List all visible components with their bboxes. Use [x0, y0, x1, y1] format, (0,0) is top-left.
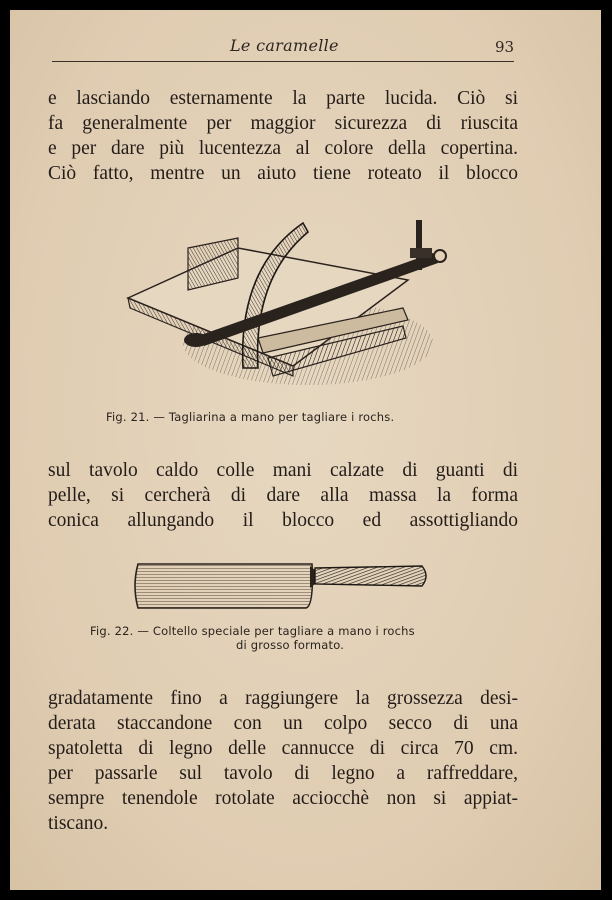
page-number: 93 [495, 38, 515, 56]
paragraph-3 [48, 686, 518, 836]
text-line: fa generalmente per maggior sicurezza di riuscita [48, 113, 518, 134]
text-line: tiscano. [48, 813, 109, 834]
cutting-machine-illustration [118, 208, 448, 398]
figure-21-caption: Fig. 21. — Tagliarina a mano per tagliare i rochs. [106, 410, 395, 424]
text-line: per passarle sul tavolo di legno a raffreddare, [48, 763, 518, 784]
text-line: conica allungando il blocco ed assottigliando [48, 510, 518, 531]
page-header [10, 10, 601, 70]
paragraph-1 [48, 86, 518, 186]
text-line: derata staccandone con un colpo secco di una [48, 713, 518, 734]
figure-22-caption-line-1: Fig. 22. — Coltello speciale per tagliare a mano i rochs [90, 624, 415, 638]
header-rule [52, 61, 514, 62]
running-title: Le caramelle [230, 36, 339, 55]
knife-illustration [130, 558, 435, 614]
text-line: e per dare più lucentezza al colore della copertina. [48, 138, 518, 159]
text-line: sul tavolo caldo colle mani calzate di guanti di [48, 460, 518, 481]
text-line: spatoletta di legno delle cannucce di circa 70 cm. [48, 738, 518, 759]
figure-22-caption-line-2: di grosso formato. [236, 638, 345, 652]
text-line: pelle, si cercherà di dare alla massa la forma [48, 485, 518, 506]
text-line: e lasciando esternamente la parte lucida. Ciò si [48, 88, 518, 109]
text-line: Ciò fatto, mentre un aiuto tiene roteato il blocco [48, 163, 518, 184]
paragraph-2 [48, 458, 518, 533]
text-line: sempre tenendole rotolate acciocchè non si appiat- [48, 788, 518, 809]
text-line: gradatamente fino a raggiungere la grossezza desi- [48, 688, 518, 709]
book-page [10, 10, 601, 890]
